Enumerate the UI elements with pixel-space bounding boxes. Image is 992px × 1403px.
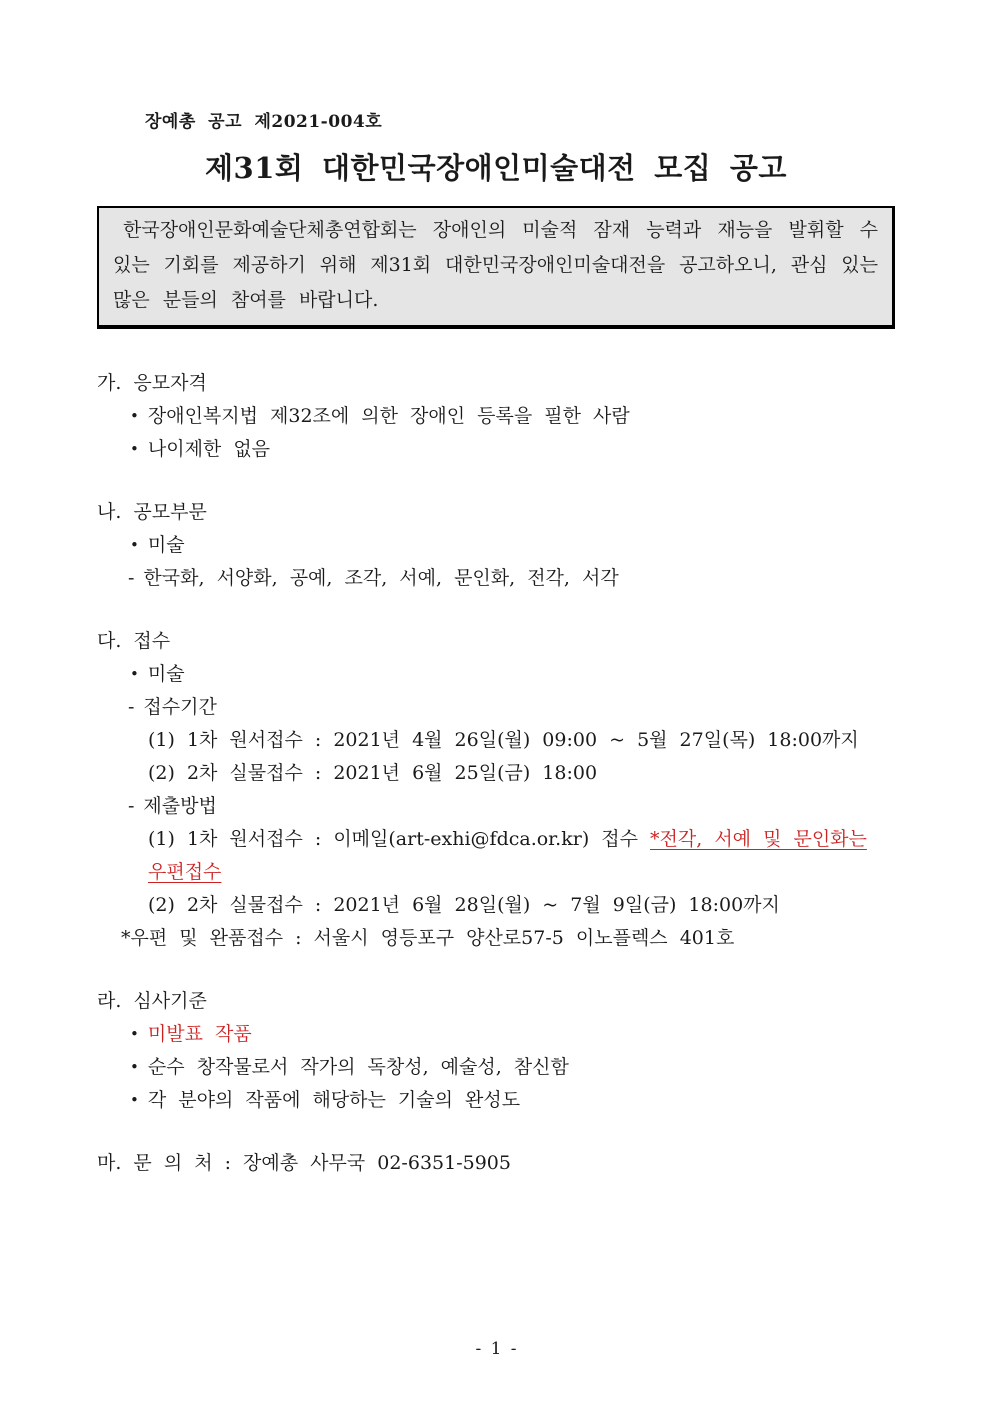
- list-item-text: (2) 2차 실물접수 : 2021년 6월 25일(금) 18:00: [148, 762, 598, 784]
- page-title: 제31회 대한민국장애인미술대전 모집 공고: [205, 151, 787, 185]
- section-categories: [97, 496, 934, 595]
- section-eligibility-title: 가. 응모자격: [97, 372, 207, 394]
- section-contact-title: 마. 문 의 처 : 장예총 사무국 02-6351-5905: [97, 1152, 511, 1174]
- list-item-text: (2) 2차 실물접수 : 2021년 6월 28일(월) ~ 7월 9일(금) 18:00까지: [148, 894, 780, 916]
- dash-icon: -: [128, 567, 135, 589]
- list-item: [97, 922, 934, 955]
- intro-text: 한국장애인문화예술단체총연합회는 장애인의 미술적 잠재 능력과 재능을 발휘할 수 있는 기회를 제공하기 위해 제31회 대한민국장애인미술대전을 공고하오니, 관심 있는 많은 분들의 참여를 바랍니다.: [113, 219, 878, 311]
- bullet-icon: •: [130, 665, 139, 683]
- list-item-text: 한국화, 서양화, 공예, 조각, 서예, 문인화, 전각, 서각: [143, 567, 619, 589]
- section-submission-title: 다. 접수: [97, 630, 171, 652]
- bullet-icon: •: [130, 1058, 139, 1076]
- address-note-text: *우편 및 완품접수 : 서울시 영등포구 양산로57-5 이노플렉스 401호: [121, 927, 735, 949]
- section-eligibility: [97, 367, 934, 466]
- list-item: [97, 823, 934, 889]
- page-number: - 1 -: [475, 1339, 517, 1359]
- list-item: [97, 1018, 934, 1051]
- list-item-text: 제출방법: [143, 795, 217, 817]
- bullet-icon: •: [130, 1091, 139, 1109]
- list-item: [97, 529, 934, 562]
- section-contact: [97, 1147, 934, 1180]
- list-item: [97, 757, 934, 790]
- list-item-text: (1) 1차 원서접수 : 2021년 4월 26일(월) 09:00 ~ 5월 27일(목) 18:00까지: [148, 729, 859, 751]
- intro-box: [97, 206, 895, 329]
- list-item: [97, 400, 934, 433]
- list-item-text: 접수기간: [143, 696, 217, 718]
- list-item-text: 순수 창작물로서 작가의 독창성, 예술성, 참신함: [147, 1056, 569, 1078]
- list-item: [97, 658, 934, 691]
- section-criteria-title: 라. 심사기준: [97, 990, 207, 1012]
- list-item-text: 미술: [147, 534, 185, 556]
- list-item-text: (1) 1차 원서접수 : 이메일(art-exhi@fdca.or.kr) 접수: [148, 828, 651, 850]
- bullet-icon: •: [130, 1025, 139, 1043]
- dash-icon: -: [128, 696, 135, 718]
- doc-number: 장예총 공고 제2021-004호: [145, 112, 383, 132]
- dash-icon: -: [128, 795, 135, 817]
- red-criteria-text: 미발표 작품: [147, 1023, 252, 1045]
- section-criteria: [97, 985, 934, 1117]
- red-postal-note: *전각, 서예 및 문인화는 우편접수: [148, 828, 867, 883]
- list-item: [97, 1084, 934, 1117]
- list-item-text: 미술: [147, 663, 185, 685]
- list-item: [97, 724, 934, 757]
- list-item: [97, 691, 934, 724]
- list-item: [97, 1051, 934, 1084]
- document-body: [97, 367, 934, 1180]
- list-item: [97, 790, 934, 823]
- bullet-icon: •: [130, 536, 139, 554]
- list-item: [97, 889, 934, 922]
- section-categories-title: 나. 공모부문: [97, 501, 207, 523]
- section-submission: [97, 625, 934, 955]
- bullet-icon: •: [130, 407, 139, 425]
- list-item-text: 각 분야의 작품에 해당하는 기술의 완성도: [147, 1089, 521, 1111]
- list-item: [97, 433, 934, 466]
- list-item-text: 장애인복지법 제32조에 의한 장애인 등록을 필한 사람: [147, 405, 630, 427]
- bullet-icon: •: [130, 440, 139, 458]
- list-item: [97, 562, 934, 595]
- list-item-text: 나이제한 없음: [147, 438, 271, 460]
